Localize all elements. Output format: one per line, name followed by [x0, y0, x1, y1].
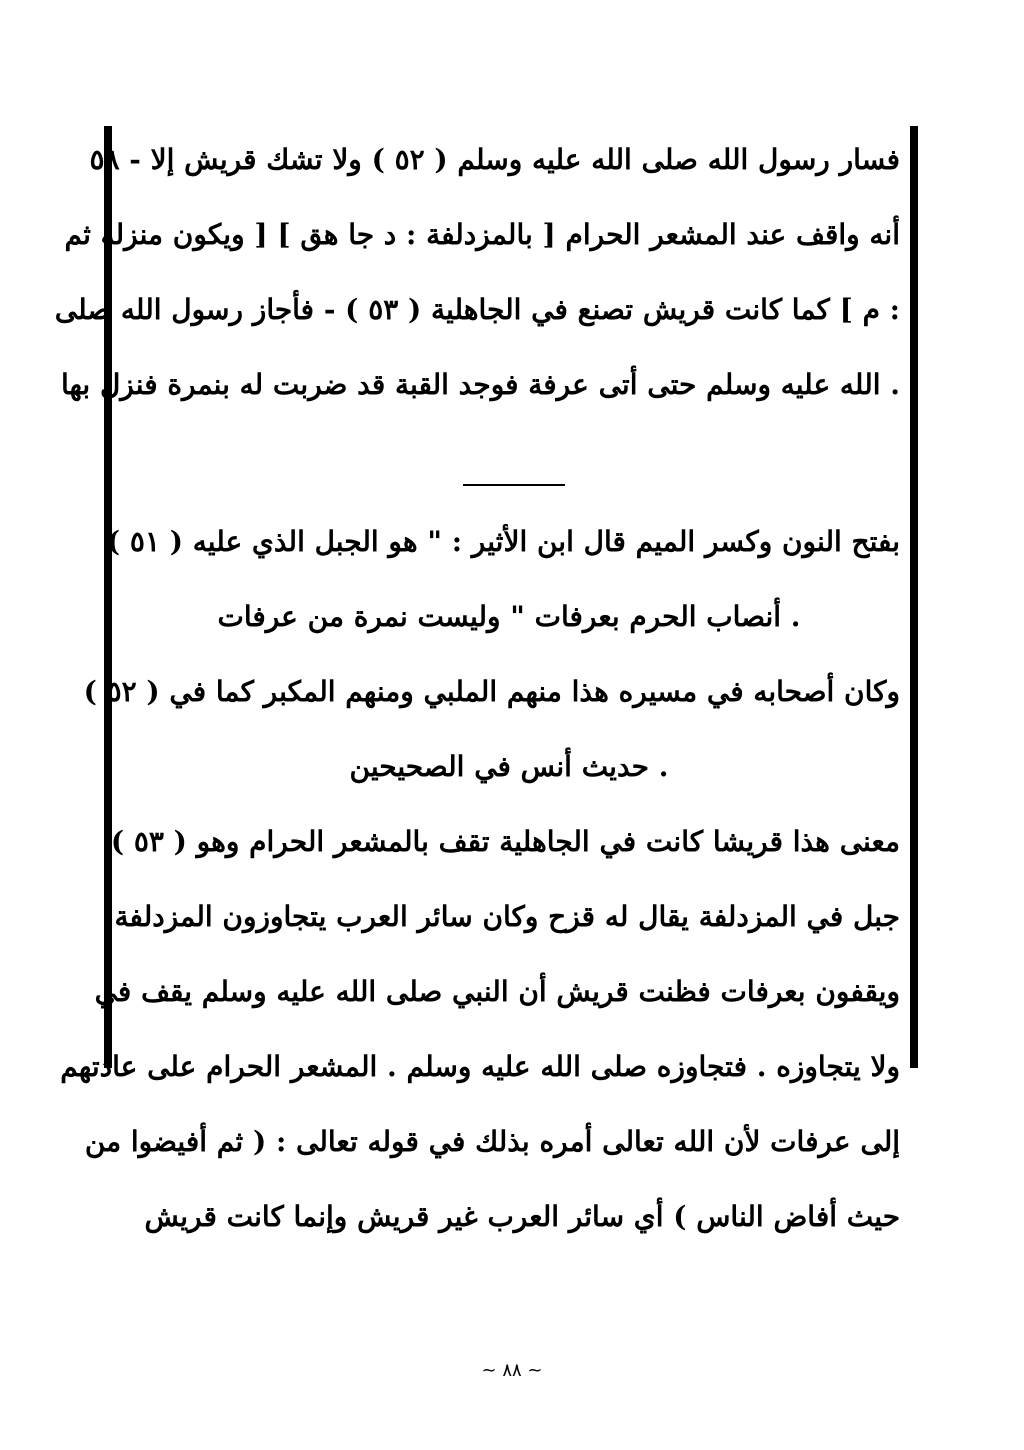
- footnote-line: حيث أفاض الناس ) أي سائر العرب غير قريش وإنما كانت قريش: [144, 1200, 900, 1233]
- main-text-line: : م ] كما كانت قريش تصنع في الجاهلية ( ٥٣ ) - فأجاز رسول الله صلى: [54, 293, 900, 326]
- main-text-line: أنه واقف عند المشعر الحرام [ بالمزدلفة : د جا هق ] [ ويكون منزله ثم: [64, 218, 900, 251]
- footnote-divider: [463, 484, 565, 486]
- footnote-line: . حديث أنس في الصحيحين: [349, 750, 669, 783]
- footnote-line: إلى عرفات لأن الله تعالى أمره بذلك في قوله تعالى : ( ثم أفيضوا من: [84, 1125, 900, 1158]
- page-number: ~ ٨٨ ~: [481, 1360, 543, 1381]
- footnote-line: معنى هذا قريشا كانت في الجاهلية تقف بالمشعر الحرام وهو ( ٥٣ ): [110, 825, 900, 858]
- footnote-line: ولا يتجاوزه . فتجاوزه صلى الله عليه وسلم . المشعر الحرام على عادتهم: [60, 1050, 900, 1083]
- main-text-line: فسار رسول الله صلى الله عليه وسلم ( ٥٢ ) ولا تشك قريش إلا - ٥٨: [89, 143, 900, 176]
- footnote-line: . أنصاب الحرم بعرفات " وليست نمرة من عرفات: [217, 600, 801, 633]
- footnote-line: وكان أصحابه في مسيره هذا منهم الملبي ومنهم المكبر كما في ( ٥٢ ): [83, 675, 900, 708]
- footnote-line: ويقفون بعرفات فظنت قريش أن النبي صلى الله عليه وسلم يقف في: [94, 975, 900, 1008]
- main-text-line: . الله عليه وسلم حتى أتى عرفة فوجد القبة قد ضربت له بنمرة فنزل بها: [60, 368, 900, 401]
- footnote-line: جبل في المزدلفة يقال له قزح وكان سائر العرب يتجاوزون المزدلفة: [114, 900, 900, 933]
- page-frame-left-bar: [104, 126, 112, 1068]
- footnote-line: بفتح النون وكسر الميم قال ابن الأثير : " هو الجبل الذي عليه ( ٥١ ): [106, 525, 900, 558]
- page-frame-right-bar: [910, 126, 918, 1068]
